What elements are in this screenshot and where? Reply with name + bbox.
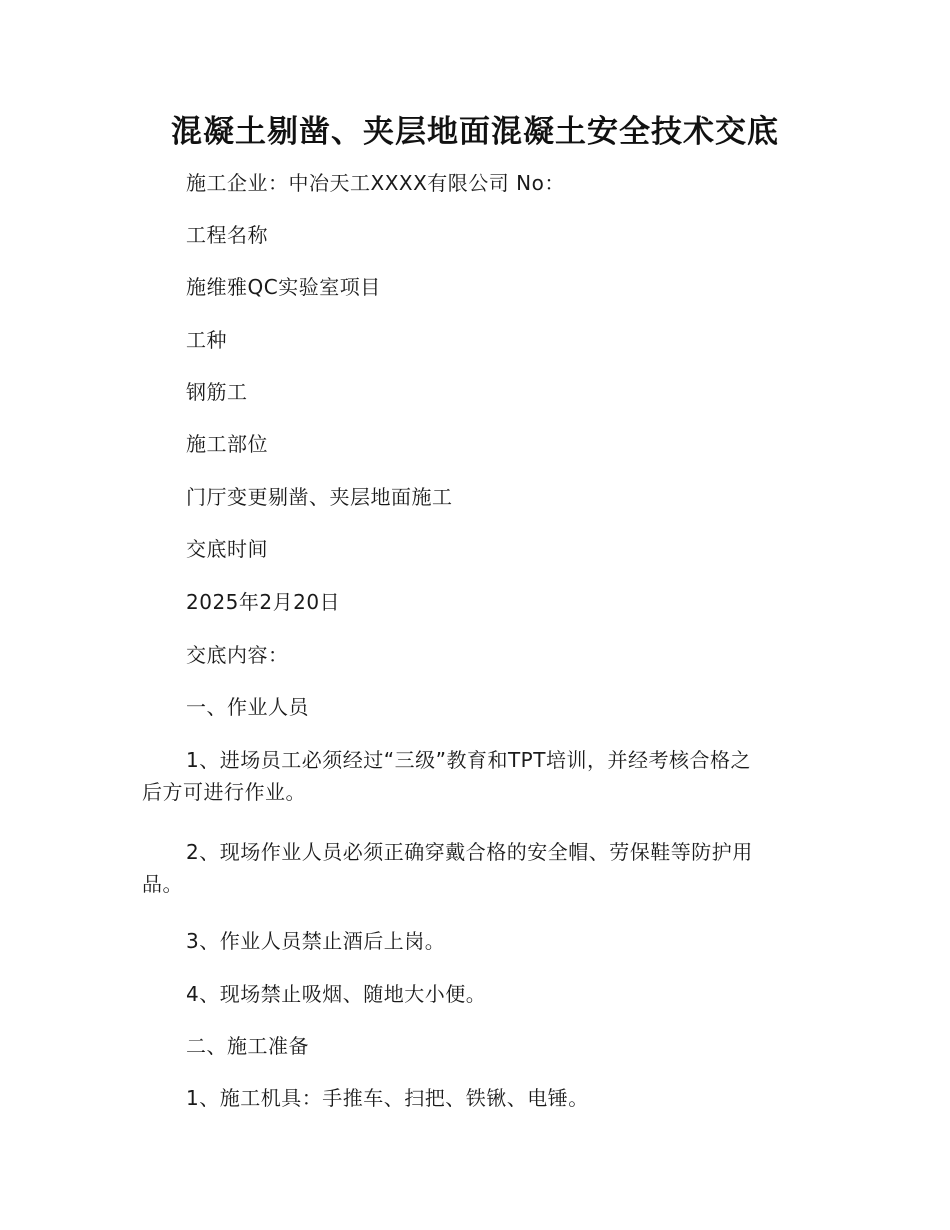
location-label: 施工部位 <box>186 432 268 456</box>
section1-item-2 <box>142 836 812 900</box>
trade-value: 钢筋工 <box>186 380 248 404</box>
content-label: 交底内容： <box>186 643 289 667</box>
company-line: 施工企业：中冶天工XXXX有限公司 No： <box>186 171 565 195</box>
date-label: 交底时间 <box>186 537 268 561</box>
section1-item-4: 4、现场禁止吸烟、随地大小便。 <box>186 982 487 1006</box>
section1-item-1-line1: 1、进场员工必须经过“三级”教育和TPT培训，并经考核合格之 <box>186 748 751 772</box>
date-value: 2025年2月20日 <box>186 590 341 614</box>
section2-item-1: 1、施工机具：手推车、扫把、铁锹、电锤。 <box>186 1086 589 1110</box>
section1-heading: 一、作业人员 <box>186 695 309 719</box>
section1-item-1 <box>142 744 812 808</box>
project-name-value: 施维雅QC实验室项目 <box>186 275 381 299</box>
section1-item-2-line2: 品。 <box>142 872 183 896</box>
section2-heading: 二、施工准备 <box>186 1034 309 1058</box>
section1-item-2-line1: 2、现场作业人员必须正确穿戴合格的安全帽、劳保鞋等防护用 <box>186 840 753 864</box>
section1-item-3: 3、作业人员禁止酒后上岗。 <box>186 929 446 953</box>
section1-item-1-line2: 后方可进行作业。 <box>142 780 306 804</box>
location-value: 门厅变更剔凿、夹层地面施工 <box>186 485 453 509</box>
project-name-label: 工程名称 <box>186 223 268 247</box>
trade-label: 工种 <box>186 328 227 352</box>
document-title: 混凝土剔凿、夹层地面混凝土安全技术交底 <box>171 114 779 150</box>
